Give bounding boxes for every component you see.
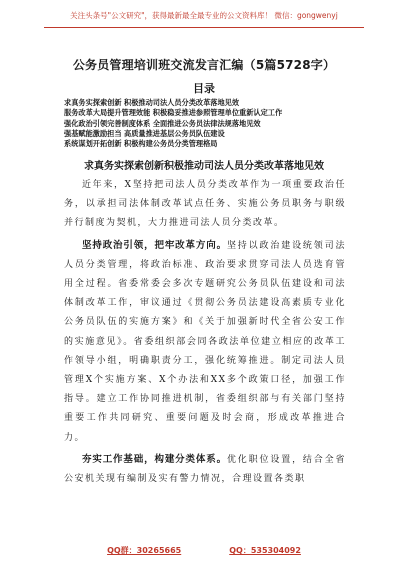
- paragraph-text: 近年来，X坚持把司法人员分类改革作为一项重要政治任务，以承担司法体制改革试点任务、实施公务员职务与职级并行制度为契机，大力推进司法人员分类改革。: [64, 180, 346, 229]
- qq-group-link[interactable]: QQ群：30265665: [107, 546, 182, 555]
- toc-heading: 目录: [193, 82, 215, 95]
- toc-item[interactable]: 服务改革大局提升管理效能 积极稳妥推进参照管理单位重新认定工作: [64, 108, 283, 118]
- qq-contact-link[interactable]: QQ：535304092: [229, 546, 301, 555]
- header-banner: 关注头条号"公文研究"，获得最新最全最专业的公文资料库！ 微信：gongwenyj: [70, 11, 338, 20]
- toc-item[interactable]: 强化政治引领完善制度体系 全面推进公务员法律法规落地见效: [64, 118, 261, 128]
- paragraph-intro: [64, 176, 346, 234]
- paragraph-lead: 坚持政治引领，把牢改革方向。: [82, 239, 227, 251]
- toc-item[interactable]: 强基赋能激励担当 高质量推进基层公务员队伍建设: [64, 128, 225, 138]
- header-divider: [44, 27, 364, 28]
- table-of-contents: [64, 98, 364, 149]
- section-heading: 求真务实探索创新积极推动司法人员分类改革落地见效: [84, 161, 324, 172]
- body-text: [64, 176, 346, 489]
- toc-item[interactable]: 求真务实探索创新 积极推动司法人员分类改革落地见效: [64, 98, 240, 107]
- footer: [0, 545, 408, 556]
- paragraph-text: 优化职位设置，结合全省公安机关现有编制及实有警力情况，合理设置各类职: [64, 454, 346, 485]
- paragraph-text: 坚持以政治建设统领司法人员分类管理，将政治标准、政治要求贯穿司法人员选育管用全过程。省委常委会多次专题研究公务员队伍建设和司法体制改革工作，审议通过《贯彻公务员法建设高素质专业化公务员队伍的实施方案》和《关于加强新时代全省公安工作的实施意见》。省委组织部会同各政法单位建立相应的改革工作领导小组，明确职责分工，强化统筹推进。制定司法人员管理X个实施方案、X个办法和XX多个政策口径，加强工作指导。建立工作协同推进机制，省委组织部与有关部门坚持重要工作共同研究、重要问题及时会商，形成改革推进合力。: [64, 240, 346, 443]
- toc-item[interactable]: 系统谋划开拓创新 积极构建公务员分类管理格局: [64, 139, 218, 149]
- paragraph-political-leadership: [64, 236, 346, 448]
- paragraph-lead: 夯实工作基础，构建分类体系。: [82, 453, 227, 465]
- document-title: 公务员管理培训班交流发言汇编（5篇5728字）: [72, 58, 336, 72]
- paragraph-foundation: [64, 450, 346, 489]
